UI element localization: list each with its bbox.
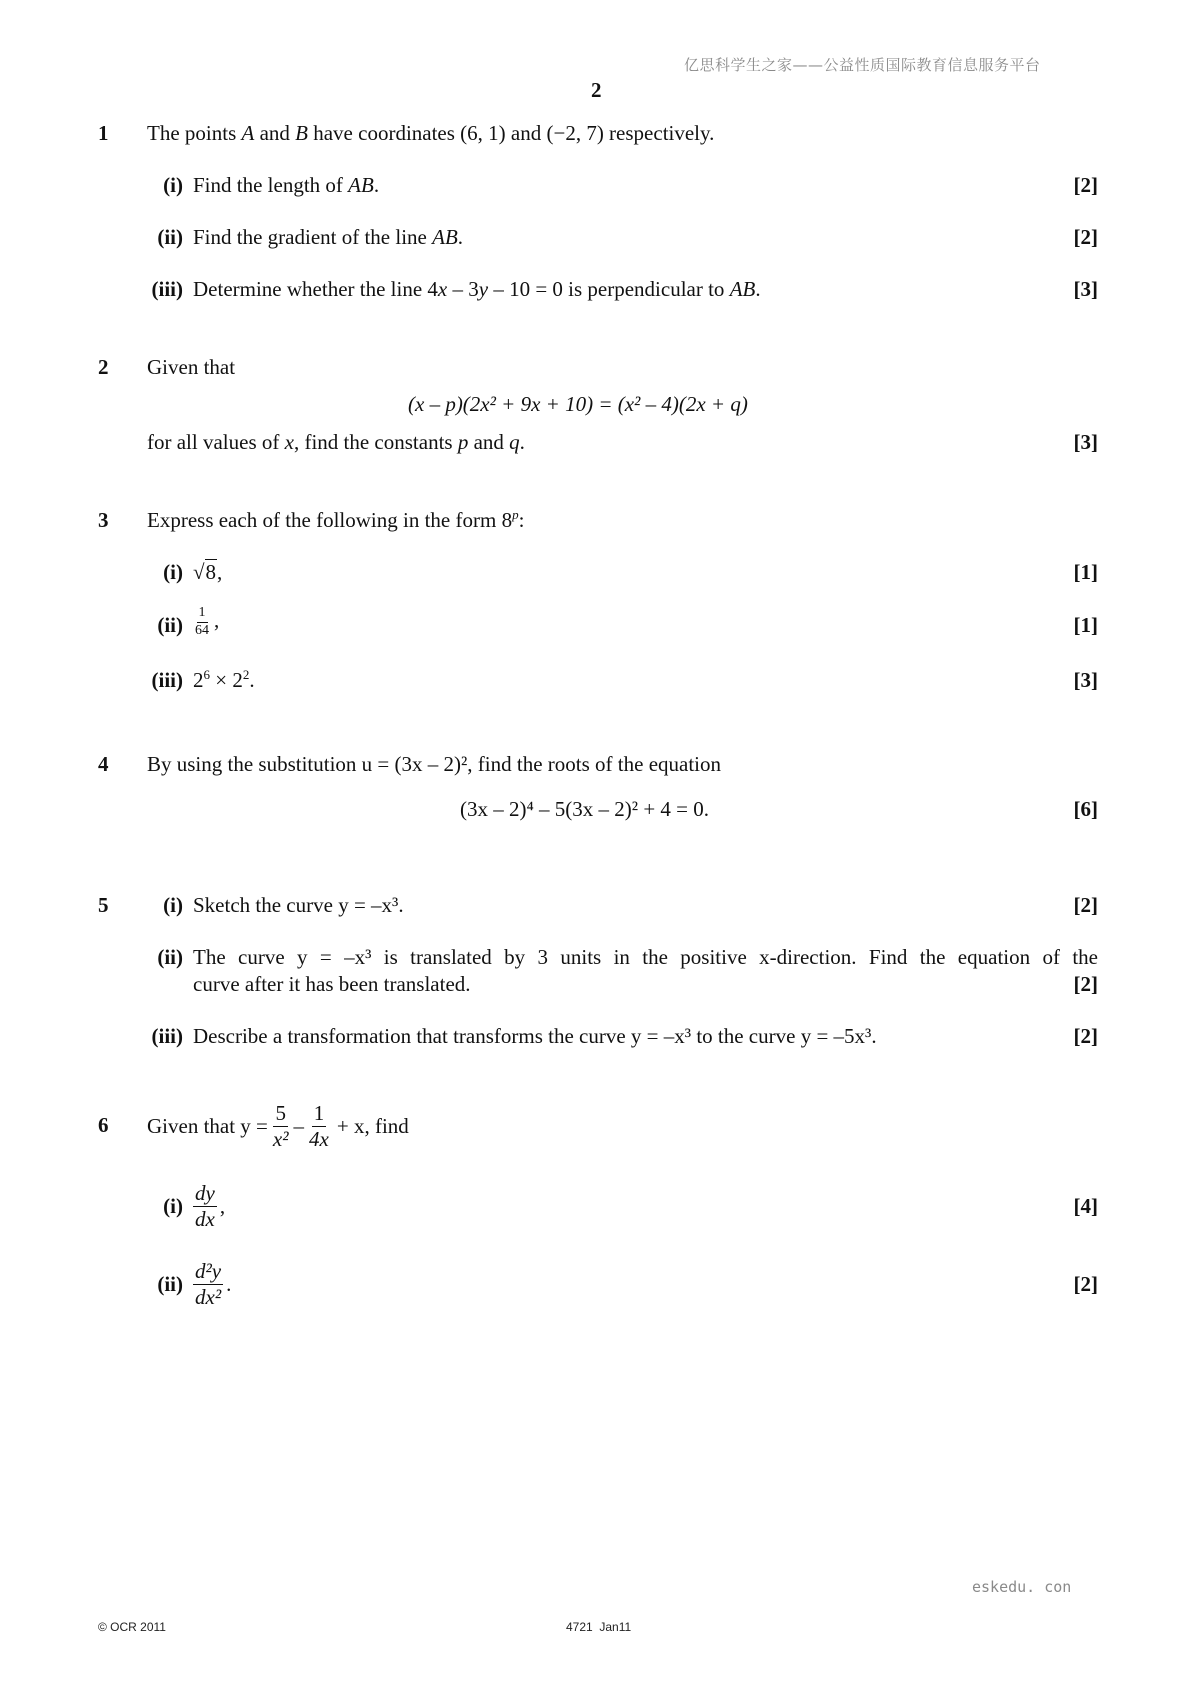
question-2-number: 2	[98, 355, 109, 379]
question-4-number: 4	[98, 752, 109, 776]
question-5-iii-text: Describe a transformation that transforms the curve y = –x³ to the curve y = –5x³.	[193, 1024, 877, 1048]
question-1-ii-marks: [2]	[1073, 225, 1098, 249]
question-5-ii-line-1: The curve y = –x³ is translated by 3 units in the positive x-direction. Find the equation of the	[193, 945, 1098, 969]
question-2-stem: Given that	[147, 355, 236, 379]
question-1-i-label: (i)	[163, 173, 183, 197]
question-2-equation: (x – p)(2x² + 9x + 10) = (x² – 4)(2x + q)	[408, 392, 748, 416]
question-5-ii-line-2: curve after it has been translated.	[193, 972, 471, 996]
question-6-ii-label: (ii)	[157, 1272, 183, 1296]
question-6-ii-expression: $\frac{\text{d²y}}{\text{dx²}}$ .	[195, 1259, 232, 1309]
question-5-iii-marks: [2]	[1073, 1024, 1098, 1048]
question-6-i-label: (i)	[163, 1194, 183, 1218]
question-1-iii-text: Determine whether the line 4x – 3y – 10 = 0 is perpendicular to AB.	[193, 277, 761, 301]
question-1-ii-label: (ii)	[157, 225, 183, 249]
footer-copyright: © OCR 2011	[98, 1620, 166, 1634]
question-3-i-label: (i)	[163, 560, 183, 584]
question-6-i-expression: $\frac{dy}{dx}$ ,	[195, 1181, 226, 1231]
question-5-ii-label: (ii)	[157, 945, 183, 969]
question-1-ii-text: Find the gradient of the line AB.	[193, 225, 464, 249]
question-3-number: 3	[98, 508, 109, 532]
question-5-i-text: Sketch the curve y = –x³.	[193, 893, 404, 917]
question-4-equation: (3x – 2)⁴ – 5(3x – 2)² + 4 = 0.	[460, 797, 710, 821]
question-5-i-label: (i)	[163, 893, 183, 917]
question-4-marks: [6]	[1073, 797, 1098, 821]
header-watermark: 亿思科学生之家——公益性质国际教育信息服务平台	[684, 56, 1041, 74]
question-3-ii-expression: $\frac{1}{64}$ ,	[195, 605, 220, 638]
question-6-stem: Given that y = $\frac{5}{\text{x²}}$ – $\frac{1}{4x}$ + x, find	[147, 1101, 409, 1151]
question-4-stem: By using the substitution u = (3x – 2)², find the roots of the equation	[147, 752, 722, 776]
page-number: 2	[591, 78, 602, 102]
question-3-ii-label: (ii)	[157, 613, 183, 637]
question-3-iii-expression: $2^6 \times 2^2$.	[193, 667, 255, 692]
question-5-number: 5	[98, 893, 109, 917]
question-5-iii-label: (iii)	[151, 1024, 183, 1048]
question-1-number: 1	[98, 121, 109, 145]
question-6-ii-marks: [2]	[1073, 1272, 1098, 1296]
question-3-iii-marks: [3]	[1073, 668, 1098, 692]
footer-paper-code: 4721 Jan11	[566, 1620, 632, 1634]
question-5-i-marks: [2]	[1073, 893, 1098, 917]
question-1-i-text: Find the length of AB.	[193, 173, 380, 197]
question-3-i-expression: √8,	[193, 560, 223, 584]
question-6-number: 6	[98, 1113, 109, 1137]
question-1-iii-label: (iii)	[151, 277, 183, 301]
question-1-i-marks: [2]	[1073, 173, 1098, 197]
question-3-iii-label: (iii)	[151, 668, 183, 692]
footer-watermark: eskedu. con	[972, 1578, 1072, 1596]
sqrt-sign-icon: √	[193, 560, 205, 584]
question-3-ii-marks: [1]	[1073, 613, 1098, 637]
question-3-stem: Express each of the following in the form 8$^p$:	[147, 507, 525, 532]
question-3-i-marks: [1]	[1073, 560, 1098, 584]
question-6-i-marks: [4]	[1073, 1194, 1098, 1218]
question-1-iii-marks: [3]	[1073, 277, 1098, 301]
question-5-ii-marks: [2]	[1073, 972, 1098, 996]
question-2-marks: [3]	[1073, 430, 1098, 454]
question-2-tail: for all values of x, find the constants p and q.	[147, 430, 525, 454]
question-1-stem: The points A and B have coordinates (6, 1) and (−2, 7) respectively.	[147, 121, 715, 145]
